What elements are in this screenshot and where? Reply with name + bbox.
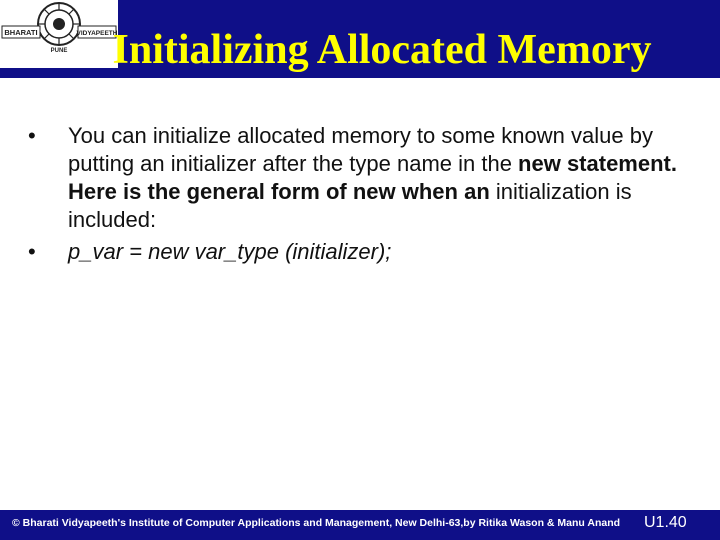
footer-band bbox=[0, 510, 720, 540]
logo-right-text: VIDYAPEETH bbox=[76, 30, 118, 37]
bullet-item bbox=[28, 122, 696, 234]
bullet-text-normal: initialization is included: bbox=[68, 179, 632, 232]
bullet-item bbox=[28, 238, 696, 266]
slide-number: U1.40 bbox=[644, 514, 687, 531]
bullet-list bbox=[28, 122, 696, 270]
bullet-marker: • bbox=[28, 239, 36, 264]
logo-bottom-text: PUNE bbox=[50, 48, 68, 54]
footer-credit: © Bharati Vidyapeeth's Institute of Computer Applications and Management, New Delhi-63,by Ritika Wason & Manu Anand bbox=[12, 517, 621, 529]
bullet-text-code: p_var = new var_type (initializer); bbox=[68, 239, 392, 264]
slide-title: Initializing Allocated Memory bbox=[112, 27, 652, 73]
bullet-text-bold: new statement. Here is the general form of new when an bbox=[68, 151, 677, 204]
bullet-marker: • bbox=[28, 123, 36, 148]
logo-left-text: BHARATI bbox=[4, 28, 38, 37]
bullet-text-normal: You can initialize allocated memory to some known value by putting an initializer after the type name in the bbox=[68, 123, 653, 176]
